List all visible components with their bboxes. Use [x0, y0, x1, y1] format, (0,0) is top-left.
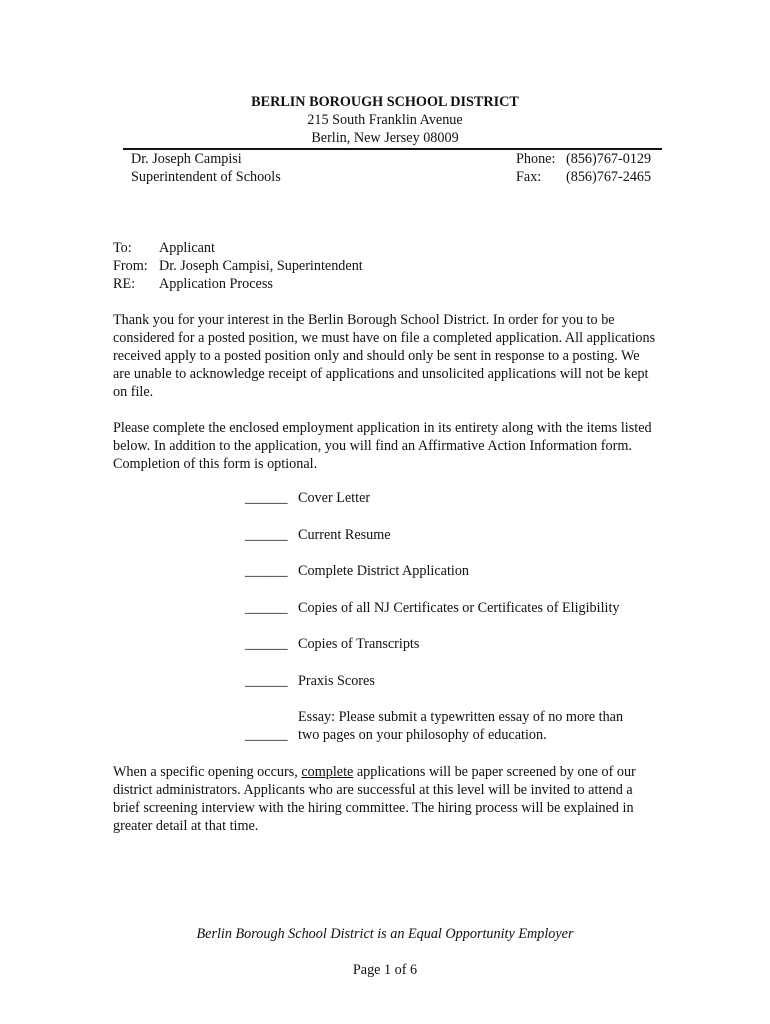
memo-from: Dr. Joseph Campisi, Superintendent: [159, 258, 363, 274]
phone-label: Phone:: [516, 151, 556, 167]
equal-opportunity-statement: Berlin Borough School District is an Equal Opportunity Employer: [196, 926, 574, 942]
district-name: BERLIN BOROUGH SCHOOL DISTRICT: [251, 94, 519, 110]
checklist-blank: ______: [245, 600, 288, 616]
fax-number: (856)767-2465: [566, 169, 652, 185]
checklist-item: Complete District Application: [298, 563, 470, 579]
process-text-start: When a specific opening occurs,: [113, 764, 302, 780]
process-text-underlined: complete: [301, 764, 354, 780]
instructions-paragraph: Please complete the enclosed employment application in its entirety along with the items listed below. In addition to the application, you will find an Affirmative Action Information form. Completion of this form is optional.: [113, 420, 652, 472]
memo-from-label: From:: [113, 258, 148, 274]
process-text-end: applications will be paper screened by one of our district administrators. Applicants who are successful at this level will be invited to attend a brief screening interview with the hiring committee. The hiring process will be explained in greater detail at that time.: [113, 764, 636, 834]
checklist-blank: ______: [245, 490, 288, 506]
superintendent-title: Superintendent of Schools: [131, 169, 281, 185]
checklist-item: Praxis Scores: [298, 673, 375, 689]
checklist-blank: ______: [245, 527, 288, 543]
checklist-item: Current Resume: [298, 527, 391, 543]
checklist-blank: ______: [245, 563, 288, 579]
district-address-street: 215 South Franklin Avenue: [307, 112, 463, 128]
process-paragraph: [113, 763, 658, 835]
checklist-blank: ______: [245, 727, 288, 743]
page-number: Page 1 of 6: [352, 962, 418, 978]
memo-re: Application Process: [159, 276, 273, 292]
memo-to: Applicant: [159, 240, 215, 256]
memo-to-label: To:: [113, 240, 132, 256]
checklist-item: Cover Letter: [298, 490, 371, 506]
checklist-blank: ______: [245, 636, 288, 652]
district-address-city: Berlin, New Jersey 08009: [311, 130, 459, 146]
checklist-item: Copies of all NJ Certificates or Certificates of Eligibility: [298, 600, 620, 616]
superintendent-name: Dr. Joseph Campisi: [131, 151, 242, 167]
checklist-blank: ______: [245, 673, 288, 689]
checklist-essay-line1: Essay: Please submit a typewritten essay of no more than: [298, 709, 624, 725]
intro-paragraph: Thank you for your interest in the Berlin Borough School District. In order for you to be considered for a posted position, we must have on file a completed application. All applications received apply to a posted position only and should only be sent in response to a posting. We are unable to acknowledge receipt of applications and unsolicited applications will not be kept on file.: [113, 312, 656, 400]
phone-number: (856)767-0129: [566, 151, 652, 167]
checklist-essay-line2: two pages on your philosophy of education.: [298, 727, 547, 743]
fax-label: Fax:: [516, 169, 542, 185]
checklist-item: Copies of Transcripts: [298, 636, 420, 652]
memo-re-label: RE:: [113, 276, 136, 292]
letterhead-divider: [123, 148, 662, 150]
